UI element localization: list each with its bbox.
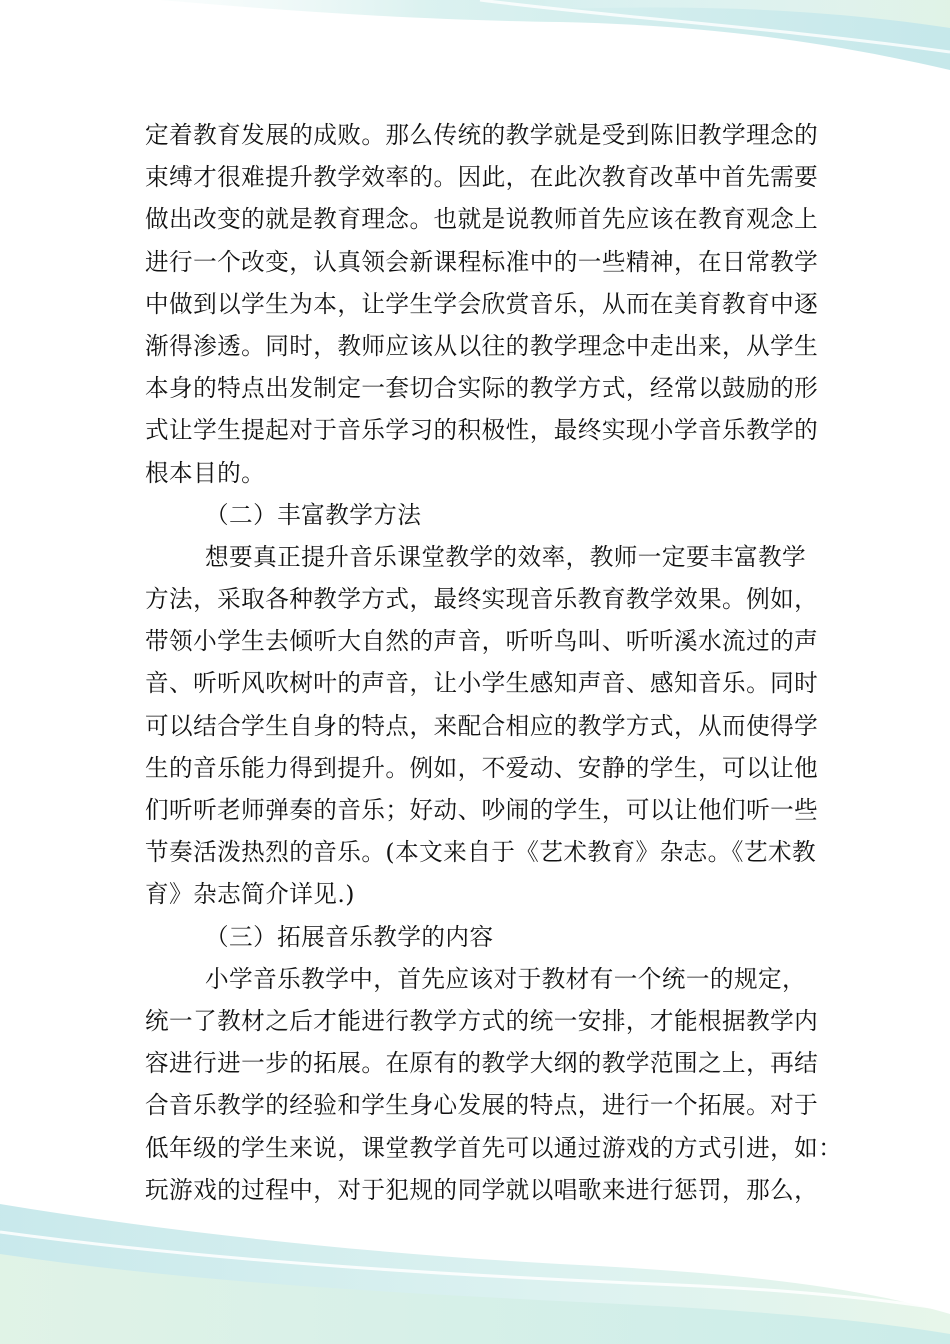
text-line: 带领小学生去倾听大自然的声音，听听鸟叫、听听溪水流过的声 <box>145 627 819 656</box>
text-line: 本身的特点出发制定一套切合实际的教学方式，经常以鼓励的形 <box>145 374 819 403</box>
text-line: 合音乐教学的经验和学生身心发展的特点，进行一个拓展。对于 <box>145 1091 819 1120</box>
text-line: 玩游戏的过程中，对于犯规的同学就以唱歌来进行惩罚，那么， <box>145 1175 819 1204</box>
text-line: 式让学生提起对于音乐学习的积极性，最终实现小学音乐教学的 <box>145 416 819 445</box>
text-line: 节奏活泼热烈的音乐。(本文来自于《艺术教育》杂志。《艺术教 <box>145 838 817 867</box>
text-line: 们听听老师弹奏的音乐；好动、吵闹的学生，可以让他们听一些 <box>145 796 819 824</box>
text-line: 音、听听风吹树叶的声音，让小学生感知声音、感知音乐。同时 <box>145 669 819 698</box>
text-line: 方法，采取各种教学方式，最终实现音乐教育教学效果。例如， <box>145 585 819 614</box>
document-body <box>145 114 843 1211</box>
text-line: 统一了教材之后才能进行教学方式的统一安排，才能根据教学内 <box>145 1006 819 1035</box>
text-line: 渐得渗透。同时，教师应该从以往的教学理念中走出来，从学生 <box>145 331 819 360</box>
text-line: 中做到以学生为本，让学生学会欣赏音乐，从而在美育教育中逐 <box>145 289 819 318</box>
text-line: 做出改变的就是教育理念。也就是说教师首先应该在教育观念上 <box>145 205 819 234</box>
text-line: 可以结合学生自身的特点，来配合相应的教学方式，从而使得学 <box>145 711 819 740</box>
text-line: 想要真正提升音乐课堂教学的效率，教师一定要丰富教学 <box>205 542 807 571</box>
text-line: 生的音乐能力得到提升。例如，不爱动、安静的学生，可以让他 <box>145 753 819 782</box>
text-line: 束缚才很难提升教学效率的。因此，在此次教育改革中首先需要 <box>145 163 819 192</box>
text-line: 容进行进一步的拓展。在原有的教学大纲的教学范围之上，再结 <box>145 1049 819 1078</box>
text-line: 进行一个改变，认真领会新课程标准中的一些精神，在日常教学 <box>145 247 819 276</box>
text-line: 小学音乐教学中，首先应该对于教材有一个统一的规定， <box>205 964 807 993</box>
top-wave-decoration <box>0 0 950 120</box>
text-line: 根本目的。 <box>145 458 266 487</box>
section-heading: （二）丰富教学方法 <box>205 500 422 529</box>
text-line: 育》杂志简介详见.) <box>145 880 355 909</box>
text-line: 定着教育发展的成败。那么传统的教学就是受到陈旧教学理念的 <box>145 121 819 149</box>
text-line: 低年级的学生来说，课堂教学首先可以通过游戏的方式引进，如： <box>145 1133 843 1162</box>
section-heading: （三）拓展音乐教学的内容 <box>205 922 494 951</box>
